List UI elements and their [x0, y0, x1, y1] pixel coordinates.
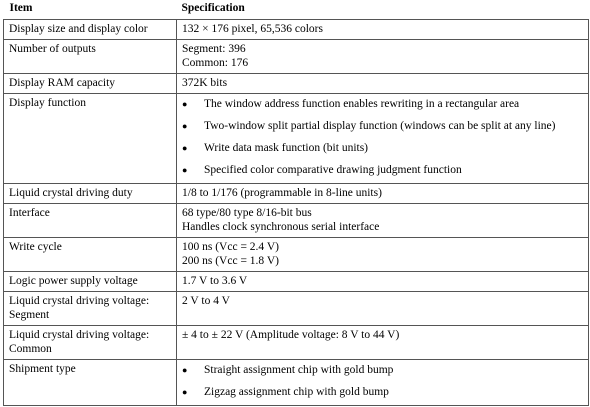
item-cell	[4, 238, 177, 272]
item-text: Write cycle	[9, 241, 62, 253]
specification-text: 100 ns (Vcc = 2.4 V)	[182, 241, 279, 253]
specification-cell	[177, 74, 589, 94]
table-row	[4, 326, 589, 360]
specification-text: 1.7 V to 3.6 V	[182, 275, 248, 287]
item-text: Liquid crystal driving voltage:	[9, 329, 150, 341]
item-cell	[4, 74, 177, 94]
specification-text: 68 type/80 type 8/16-bit bus	[182, 207, 312, 219]
table-row	[4, 204, 589, 238]
item-text: Interface	[9, 207, 50, 219]
table-row	[4, 360, 589, 406]
bullet-item	[182, 163, 584, 177]
specification-cell	[177, 292, 589, 326]
bullet-item	[182, 363, 584, 377]
specification-cell	[177, 204, 589, 238]
item-text: Display function	[9, 97, 86, 109]
specification-cell	[177, 20, 589, 40]
bullet-icon: ●	[182, 165, 188, 175]
table-row	[4, 184, 589, 204]
bullet-item	[182, 119, 584, 133]
specification-cell	[177, 40, 589, 74]
bullet-text: Straight assignment chip with gold bump	[204, 364, 394, 376]
bullet-list	[182, 363, 584, 399]
specification-cell	[177, 272, 589, 292]
bullet-icon: ●	[182, 143, 188, 153]
item-column-header: Item	[4, 0, 177, 20]
specification-cell	[177, 360, 589, 406]
table-body	[4, 20, 589, 406]
bullet-icon: ●	[182, 365, 188, 375]
specification-text: 1/8 to 1/176 (programmable in 8-line units)	[182, 187, 382, 199]
specification-cell	[177, 238, 589, 272]
specification-text: Common: 176	[182, 57, 249, 69]
table-row	[4, 20, 589, 40]
bullet-text: Write data mask function (bit units)	[204, 142, 369, 154]
table-row	[4, 74, 589, 94]
item-text: Display RAM capacity	[9, 77, 116, 89]
item-text: Number of outputs	[9, 43, 96, 55]
specification-text: 200 ns (Vcc = 1.8 V)	[182, 255, 279, 267]
specification-text: 2 V to 4 V	[182, 295, 230, 307]
item-text: Liquid crystal driving duty	[9, 187, 133, 199]
specification-cell	[177, 184, 589, 204]
specification-text: ± 4 to ± 22 V (Amplitude voltage: 8 V to 44 V)	[182, 329, 400, 341]
bullet-text: Specified color comparative drawing judgment function	[204, 164, 462, 176]
item-cell	[4, 184, 177, 204]
item-cell	[4, 326, 177, 360]
table-row	[4, 238, 589, 272]
bullet-item	[182, 141, 584, 155]
bullet-text: Zigzag assignment chip with gold bump	[204, 386, 389, 398]
table-header-row	[4, 0, 589, 20]
item-cell	[4, 204, 177, 238]
item-cell	[4, 20, 177, 40]
table-row	[4, 94, 589, 184]
item-cell	[4, 272, 177, 292]
item-text: Common	[9, 343, 52, 355]
bullet-icon: ●	[182, 387, 188, 397]
bullet-item	[182, 97, 584, 111]
item-text: Liquid crystal driving voltage:	[9, 295, 150, 307]
specification-text: 132 × 176 pixel, 65,536 colors	[182, 23, 323, 35]
bullet-icon: ●	[182, 99, 188, 109]
table-row	[4, 40, 589, 74]
item-text: Display size and display color	[9, 23, 148, 35]
bullet-icon: ●	[182, 121, 188, 131]
table-row	[4, 292, 589, 326]
item-text: Shipment type	[9, 363, 76, 375]
item-cell	[4, 40, 177, 74]
specification-cell	[177, 94, 589, 184]
bullet-list	[182, 97, 584, 177]
item-text: Logic power supply voltage	[9, 275, 138, 287]
item-cell	[4, 94, 177, 184]
specification-column-header: Specification	[177, 0, 589, 20]
specification-table	[3, 0, 589, 406]
table-row	[4, 272, 589, 292]
specification-text: Segment: 396	[182, 43, 246, 55]
item-cell	[4, 292, 177, 326]
item-text: Segment	[9, 309, 50, 321]
bullet-text: Two-window split partial display function (windows can be split at any line)	[204, 120, 556, 132]
specification-text: 372K bits	[182, 77, 228, 89]
specification-cell	[177, 326, 589, 360]
bullet-item	[182, 385, 584, 399]
specification-text: Handles clock synchronous serial interface	[182, 221, 380, 233]
item-cell	[4, 360, 177, 406]
bullet-text: The window address function enables rewriting in a rectangular area	[204, 98, 520, 110]
